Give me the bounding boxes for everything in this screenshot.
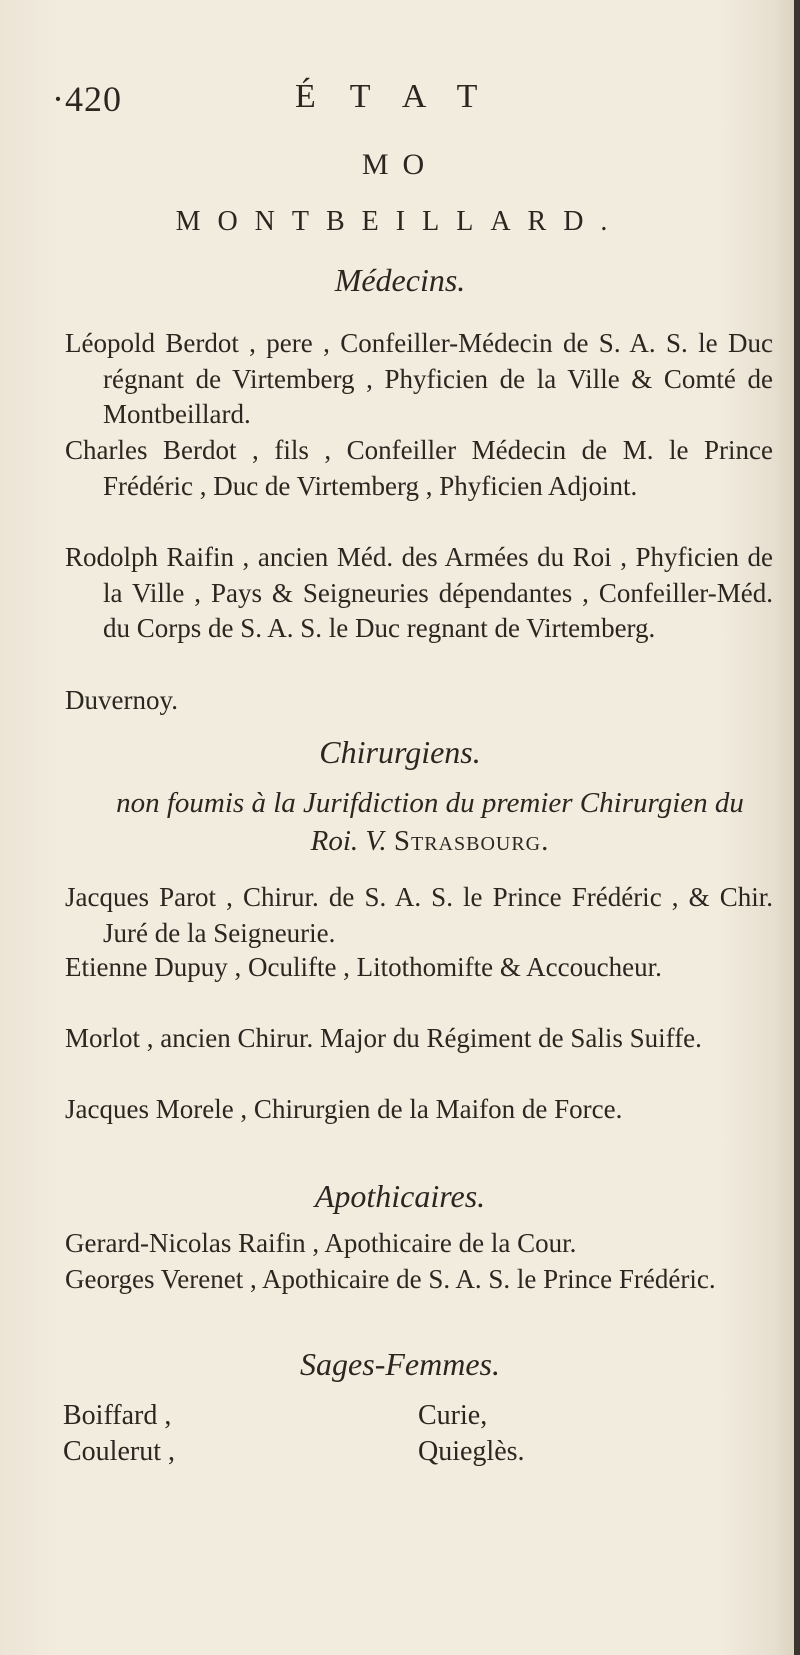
- midwives-right-column: [418, 1398, 525, 1470]
- section-heading-chirurgiens: Chirurgiens.: [319, 734, 481, 770]
- entry-chirurgien: Jacques Morele , Chirurgien de la Maifon de Force.: [65, 1094, 623, 1124]
- alphabet-letters: MO: [361, 148, 439, 181]
- page-edge: [794, 0, 800, 1655]
- entry-medecin: Rodolph Raifin , ancien Méd. des Armées du Roi , Phyficien de la Ville , Pays & Seigneuries dépendantes , Confeiller-Méd. du Corps de S. A. S. le Duc regnant de Virtemberg.: [65, 542, 773, 643]
- entry-chirurgien: Jacques Parot , Chirur. de S. A. S. le Prince Frédéric , & Chir. Juré de la Seigneurie.: [65, 882, 773, 948]
- midwife-name: Quieglès.: [418, 1436, 525, 1467]
- midwife-name: Boiffard ,: [63, 1400, 172, 1431]
- running-head: ÉTAT: [295, 78, 512, 115]
- entry-medecin: Charles Berdot , fils , Confeiller Médecin de M. le Prince Frédéric , Duc de Virtemberg , Phyficien Adjoint.: [65, 435, 773, 501]
- entry-apothicaire: Georges Verenet , Apothicaire de S. A. S. le Prince Frédéric.: [65, 1264, 716, 1294]
- page-header: [0, 78, 800, 128]
- section-heading-medecins: Médecins.: [334, 262, 466, 298]
- entry-chirurgien: Etienne Dupuy , Oculifte , Litothomifte & Accoucheur.: [65, 952, 662, 982]
- jurisdiction-note-city: Strasbourg.: [393, 825, 550, 857]
- midwife-name: Curie,: [418, 1400, 488, 1431]
- jurisdiction-note: [110, 784, 750, 860]
- entry-medecin: Léopold Berdot , pere , Confeiller-Médecin de S. A. S. le Duc régnant de Virtemberg , Phyficien de la Ville & Comté de Montbeillard.: [65, 328, 773, 429]
- entry-medecin: Duvernoy.: [65, 685, 178, 715]
- entry-apothicaire: Gerard-Nicolas Raifin , Apothicaire de la Cour.: [65, 1228, 577, 1258]
- jurisdiction-note-text: non foumis à la Jurifdiction du premier Chirurgien du Roi. V.: [116, 787, 744, 857]
- section-heading-sages-femmes: Sages-Femmes.: [300, 1346, 500, 1382]
- city-heading: MONTBEILLARD.: [175, 206, 625, 237]
- midwives-left-column: [63, 1398, 175, 1470]
- midwife-name: Coulerut ,: [63, 1436, 175, 1467]
- entry-chirurgien: Morlot , ancien Chirur. Major du Régiment de Salis Suiffe.: [65, 1023, 702, 1053]
- section-heading-apothicaires: Apothicaires.: [314, 1178, 486, 1214]
- page-number: ·420: [52, 79, 122, 119]
